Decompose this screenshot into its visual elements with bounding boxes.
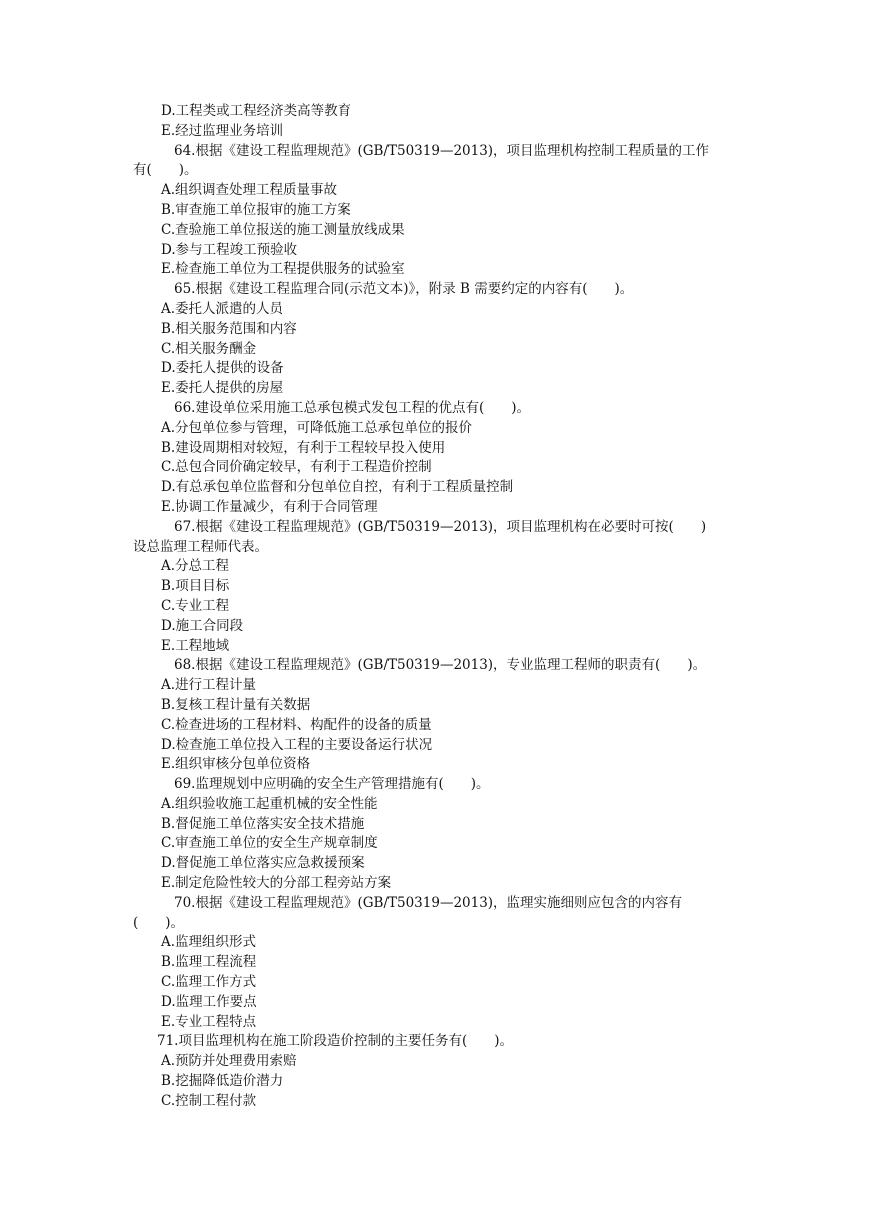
option-line: D.监理工作要点 (161, 993, 257, 1010)
option-line: A.预防并处理费用索赔 (161, 1053, 297, 1070)
question-line: 66.建设单位采用施工总承包模式发包工程的优点有( )。 (174, 399, 531, 416)
option-line: D.工程类或工程经济类高等教育 (161, 103, 352, 119)
option-line: D.检查施工单位投入工程的主要设备运行状况 (161, 736, 433, 753)
question-continuation: 有( )。 (133, 162, 198, 179)
option-line: E.制定危险性较大的分部工程旁站方案 (161, 875, 392, 892)
option-line: A.进行工程计量 (161, 677, 257, 694)
option-line: A.分包单位参与管理，可降低施工总承包单位的报价 (161, 419, 473, 436)
option-line: D.委托人提供的设备 (161, 360, 284, 377)
option-line: E.组织审核分包单位资格 (161, 756, 311, 773)
option-line: E.检查施工单位为工程提供服务的试验室 (161, 261, 405, 278)
option-line: E.委托人提供的房屋 (161, 380, 284, 397)
option-line: C.监理工作方式 (161, 974, 257, 991)
option-line: B.监理工程流程 (161, 954, 257, 971)
option-line: B.审查施工单位报审的施工方案 (161, 201, 351, 218)
option-line: B.复核工程计量有关数据 (161, 696, 311, 713)
option-line: A.组织调查处理工程质量事故 (161, 182, 338, 199)
question-line: 70.根据《建设工程监理规范》(GB/T50319—2013)，监理实施细则应包含的内容有 (174, 894, 683, 911)
option-line: D.督促施工单位落实应急救援预案 (161, 855, 365, 872)
option-line: A.监理组织形式 (161, 934, 257, 951)
question-continuation: ( )。 (133, 914, 185, 931)
option-line: E.经过监理业务培训 (161, 122, 284, 139)
option-line: D.有总承包单位监督和分包单位自控，有利于工程质量控制 (161, 479, 514, 496)
option-line: A.组织验收施工起重机械的安全性能 (161, 795, 378, 812)
question-line: 64.根据《建设工程监理规范》(GB/T50319—2013)，项目监理机构控制工程质量的工作 (174, 142, 710, 159)
question-continuation: 设总监理工程师代表。 (133, 538, 268, 555)
option-line: C.专业工程 (161, 597, 230, 614)
question-line: 71.项目监理机构在施工阶段造价控制的主要任务有( )。 (157, 1033, 514, 1050)
option-line: C.查验施工单位报送的施工测量放线成果 (161, 221, 405, 238)
option-line: C.检查进场的工程材料、构配件的设备的质量 (161, 716, 432, 733)
option-line: C.相关服务酬金 (161, 340, 257, 357)
document-page (0, 102, 869, 1112)
option-line: D.参与工程竣工预验收 (161, 241, 298, 258)
option-line: A.分总工程 (161, 558, 230, 575)
question-line: 68.根据《建设工程监理规范》(GB/T50319—2013)，专业监理工程师的职责有( )。 (174, 657, 707, 674)
option-line: E.专业工程特点 (161, 1013, 257, 1030)
question-line: 69.监理规划中应明确的安全生产管理措施有( )。 (174, 776, 490, 793)
option-line: B.挖掘降低造价潜力 (161, 1073, 284, 1090)
question-line: 65.根据《建设工程监理合同(示范文本)》，附录 B 需要约定的内容有( )。 (174, 281, 634, 298)
option-line: B.建设周期相对较短，有利于工程较早投入使用 (161, 439, 446, 456)
option-line: C.总包合同价确定较早，有利于工程造价控制 (161, 459, 432, 476)
option-line: C.控制工程付款 (161, 1092, 257, 1109)
option-line: B.项目目标 (161, 578, 230, 595)
option-line: E.协调工作量减少，有利于合同管理 (161, 498, 378, 515)
option-line: A.委托人派遣的人员 (161, 300, 284, 317)
option-line: D.施工合同段 (161, 617, 244, 634)
option-line: C.审查施工单位的安全生产规章制度 (161, 835, 378, 852)
option-line: E.工程地域 (161, 637, 230, 654)
option-line: B.相关服务范围和内容 (161, 320, 297, 337)
question-line: 67.根据《建设工程监理规范》(GB/T50319—2013)，项目监理机构在必要时可按( ) (174, 518, 707, 535)
option-line: B.督促施工单位落实安全技术措施 (161, 815, 365, 832)
